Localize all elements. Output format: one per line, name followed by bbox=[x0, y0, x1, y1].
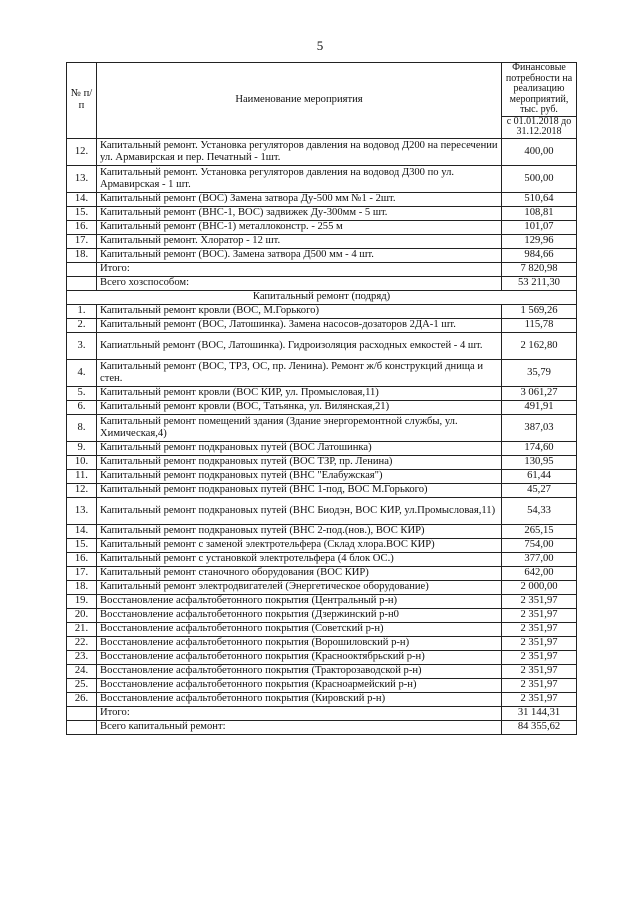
table-row bbox=[67, 441, 577, 455]
row-number: 3. bbox=[67, 332, 97, 359]
section-row-group bbox=[67, 290, 577, 304]
row-name: Капитальный ремонт (ВНС-1) металлоконстр. - 255 м bbox=[97, 220, 502, 234]
row-name: Капитальный ремонт подкрановых путей (ВНС Биодэн, ВОС КИР, ул.Промысловая,11) bbox=[97, 497, 502, 524]
row-name: Капитальный ремонт с установкой электротельфера (4 блок ОС.) bbox=[97, 552, 502, 566]
row-number: 16. bbox=[67, 552, 97, 566]
row-value: 2 351,97 bbox=[502, 650, 577, 664]
row-value: 1 569,26 bbox=[502, 304, 577, 318]
row-number: 9. bbox=[67, 441, 97, 455]
row-name: Капитальный ремонт. Установка регуляторов давления на водовод Д200 на пересечении ул. Армавирская и пер. Печатный - 1шт. bbox=[97, 138, 502, 165]
row-value: 400,00 bbox=[502, 138, 577, 165]
table-row bbox=[67, 359, 577, 386]
row-value: 387,03 bbox=[502, 414, 577, 441]
row-value: 7 820,98 bbox=[502, 262, 577, 276]
row-number: 14. bbox=[67, 192, 97, 206]
table-row bbox=[67, 332, 577, 359]
row-value: 3 061,27 bbox=[502, 386, 577, 400]
table-row bbox=[67, 664, 577, 678]
table-row bbox=[67, 262, 577, 276]
row-number: 13. bbox=[67, 497, 97, 524]
row-number: 15. bbox=[67, 538, 97, 552]
row-value: 984,66 bbox=[502, 248, 577, 262]
table-row bbox=[67, 692, 577, 706]
table-row bbox=[67, 594, 577, 608]
table-row bbox=[67, 720, 577, 734]
page-number: 5 bbox=[316, 38, 324, 53]
row-value: 54,33 bbox=[502, 497, 577, 524]
table-row bbox=[67, 192, 577, 206]
row-value: 45,27 bbox=[502, 483, 577, 497]
table-header-row bbox=[67, 63, 577, 117]
row-name: Капитальный ремонт. Хлоратор - 12 шт. bbox=[97, 234, 502, 248]
row-value: 2 351,97 bbox=[502, 594, 577, 608]
row-value: 2 351,97 bbox=[502, 678, 577, 692]
row-number: 19. bbox=[67, 594, 97, 608]
row-name: Капитальный ремонт подкрановых путей (ВОС ТЗР, пр. Ленина) bbox=[97, 455, 502, 469]
row-value: 31 144,31 bbox=[502, 706, 577, 720]
row-number: 21. bbox=[67, 622, 97, 636]
table-row bbox=[67, 552, 577, 566]
activities-table bbox=[66, 62, 577, 735]
row-name: Капиатльный ремонт (ВОС, Латошинка). Гидроизоляция расходных емкостей - 4 шт. bbox=[97, 332, 502, 359]
row-name: Капитальный ремонт кровли (ВОС КИР, ул. Промысловая,11) bbox=[97, 386, 502, 400]
row-number: 2. bbox=[67, 318, 97, 332]
row-number bbox=[67, 706, 97, 720]
row-name: Всего хозспособом: bbox=[97, 276, 502, 290]
row-name: Капитальный ремонт кровли (ВОС, М.Горького) bbox=[97, 304, 502, 318]
row-number: 24. bbox=[67, 664, 97, 678]
row-number: 12. bbox=[67, 138, 97, 165]
row-number: 18. bbox=[67, 248, 97, 262]
table-row bbox=[67, 497, 577, 524]
row-number: 14. bbox=[67, 524, 97, 538]
table-row bbox=[67, 622, 577, 636]
row-value: 35,79 bbox=[502, 359, 577, 386]
row-name: Восстановление асфальтобетонного покрытия (Кировский р-н) bbox=[97, 692, 502, 706]
row-name: Капитальный ремонт (ВНС-1, ВОС) задвижек Ду-300мм - 5 шт. bbox=[97, 206, 502, 220]
row-number: 26. bbox=[67, 692, 97, 706]
row-name: Капитальный ремонт (ВОС). Замена затвора Д500 мм - 4 шт. bbox=[97, 248, 502, 262]
table-row bbox=[67, 469, 577, 483]
row-name: Капитальный ремонт (ВОС) Замена затвора Ду-500 мм №1 - 2шт. bbox=[97, 192, 502, 206]
row-name: Всего капитальный ремонт: bbox=[97, 720, 502, 734]
header-value-period: с 01.01.2018 до 31.12.2018 bbox=[502, 116, 577, 138]
header-value-title: Финансовые потребности на реализацию мероприятий, тыс. руб. bbox=[502, 63, 577, 117]
table-row bbox=[67, 455, 577, 469]
table-row bbox=[67, 414, 577, 441]
row-name: Капитальный ремонт подкрановых путей (ВНС 2-под.(нов.), ВОС КИР) bbox=[97, 524, 502, 538]
table-row bbox=[67, 538, 577, 552]
table-row bbox=[67, 706, 577, 720]
row-number: 20. bbox=[67, 608, 97, 622]
row-value: 101,07 bbox=[502, 220, 577, 234]
row-name: Капитальный ремонт подкрановых путей (ВНС 1-под, ВОС М.Горького) bbox=[97, 483, 502, 497]
row-number: 23. bbox=[67, 650, 97, 664]
row-value: 377,00 bbox=[502, 552, 577, 566]
row-value: 2 351,97 bbox=[502, 664, 577, 678]
header-name: Наименование мероприятия bbox=[97, 63, 502, 139]
row-name: Итого: bbox=[97, 262, 502, 276]
table-row bbox=[67, 276, 577, 290]
table-row bbox=[67, 318, 577, 332]
row-value: 2 351,97 bbox=[502, 622, 577, 636]
row-value: 108,81 bbox=[502, 206, 577, 220]
row-number: 13. bbox=[67, 165, 97, 192]
section-title: Капитальный ремонт (подряд) bbox=[67, 290, 577, 304]
row-name: Итого: bbox=[97, 706, 502, 720]
row-value: 2 000,00 bbox=[502, 580, 577, 594]
table-row bbox=[67, 400, 577, 414]
row-value: 642,00 bbox=[502, 566, 577, 580]
row-number: 22. bbox=[67, 636, 97, 650]
row-value: 2 351,97 bbox=[502, 608, 577, 622]
row-number: 1. bbox=[67, 304, 97, 318]
row-name: Капитальный ремонт с заменой электротельфера (Склад хлора.ВОС КИР) bbox=[97, 538, 502, 552]
table-row bbox=[67, 234, 577, 248]
table-row bbox=[67, 220, 577, 234]
row-value: 2 162,80 bbox=[502, 332, 577, 359]
row-number: 6. bbox=[67, 400, 97, 414]
row-name: Капитальный ремонт (ВОС, ТРЗ, ОС, пр. Ленина). Ремонт ж/б конструкций днища и стен. bbox=[97, 359, 502, 386]
row-value: 174,60 bbox=[502, 441, 577, 455]
table-row bbox=[67, 566, 577, 580]
table-body-part2 bbox=[67, 304, 577, 734]
row-number: 5. bbox=[67, 386, 97, 400]
row-value: 754,00 bbox=[502, 538, 577, 552]
row-value: 53 211,30 bbox=[502, 276, 577, 290]
table-row bbox=[67, 650, 577, 664]
table-row bbox=[67, 165, 577, 192]
row-name: Капитальный ремонт подкрановых путей (ВНС "Елабужская") bbox=[97, 469, 502, 483]
table-row bbox=[67, 636, 577, 650]
row-name: Восстановление асфальтобетонного покрытия (Тракторозаводской р-н) bbox=[97, 664, 502, 678]
table-row bbox=[67, 304, 577, 318]
table-row bbox=[67, 138, 577, 165]
row-name: Капитальный ремонт подкрановых путей (ВОС Латошинка) bbox=[97, 441, 502, 455]
row-number: 25. bbox=[67, 678, 97, 692]
row-name: Восстановление асфальтобетонного покрытия (Советский р-н) bbox=[97, 622, 502, 636]
row-number: 15. bbox=[67, 206, 97, 220]
row-value: 130,95 bbox=[502, 455, 577, 469]
row-name: Капитальный ремонт кровли (ВОС, Татьянка, ул. Вилянская,21) bbox=[97, 400, 502, 414]
row-name: Восстановление асфальтобетонного покрытия (Ворошиловский р-н) bbox=[97, 636, 502, 650]
table-row bbox=[67, 206, 577, 220]
row-number: 4. bbox=[67, 359, 97, 386]
table-row bbox=[67, 248, 577, 262]
row-value: 2 351,97 bbox=[502, 692, 577, 706]
row-value: 129,96 bbox=[502, 234, 577, 248]
table-body-part1 bbox=[67, 138, 577, 290]
table-row bbox=[67, 580, 577, 594]
row-name: Капитальный ремонт станочного оборудования (ВОС КИР) bbox=[97, 566, 502, 580]
table-row bbox=[67, 608, 577, 622]
row-name: Восстановление асфальтобетонного покрытия (Красноармейский р-н) bbox=[97, 678, 502, 692]
row-name: Восстановление асфальтобетонного покрытия (Краснооктябрьский р-н) bbox=[97, 650, 502, 664]
row-name: Восстановление асфальтобетонного покрытия (Центральный р-н) bbox=[97, 594, 502, 608]
row-number bbox=[67, 276, 97, 290]
row-number: 12. bbox=[67, 483, 97, 497]
row-value: 61,44 bbox=[502, 469, 577, 483]
row-name: Капитальный ремонт помещений здания (Здание энергоремонтной службы, ул. Химическая,4) bbox=[97, 414, 502, 441]
row-name: Восстановление асфальтобетонного покрытия (Дзержинский р-н0 bbox=[97, 608, 502, 622]
header-num: № п/п bbox=[67, 63, 97, 139]
row-name: Капитальный ремонт. Установка регуляторов давления на водовод Д300 по ул. Армавирская - 1 шт. bbox=[97, 165, 502, 192]
row-number: 17. bbox=[67, 234, 97, 248]
row-value: 265,15 bbox=[502, 524, 577, 538]
row-number: 16. bbox=[67, 220, 97, 234]
row-name: Капитальный ремонт электродвигателей (Энергетическое оборудование) bbox=[97, 580, 502, 594]
table-row bbox=[67, 483, 577, 497]
row-number bbox=[67, 720, 97, 734]
section-row bbox=[67, 290, 577, 304]
table-row bbox=[67, 678, 577, 692]
row-number: 10. bbox=[67, 455, 97, 469]
row-value: 115,78 bbox=[502, 318, 577, 332]
row-name: Капитальный ремонт (ВОС, Латошинка). Замена насосов-дозаторов 2ДА-1 шт. bbox=[97, 318, 502, 332]
table-row bbox=[67, 386, 577, 400]
row-number: 18. bbox=[67, 580, 97, 594]
row-number: 8. bbox=[67, 414, 97, 441]
row-value: 500,00 bbox=[502, 165, 577, 192]
table-row bbox=[67, 524, 577, 538]
row-number: 11. bbox=[67, 469, 97, 483]
row-value: 510,64 bbox=[502, 192, 577, 206]
row-value: 491,91 bbox=[502, 400, 577, 414]
row-value: 84 355,62 bbox=[502, 720, 577, 734]
row-number bbox=[67, 262, 97, 276]
row-value: 2 351,97 bbox=[502, 636, 577, 650]
row-number: 17. bbox=[67, 566, 97, 580]
